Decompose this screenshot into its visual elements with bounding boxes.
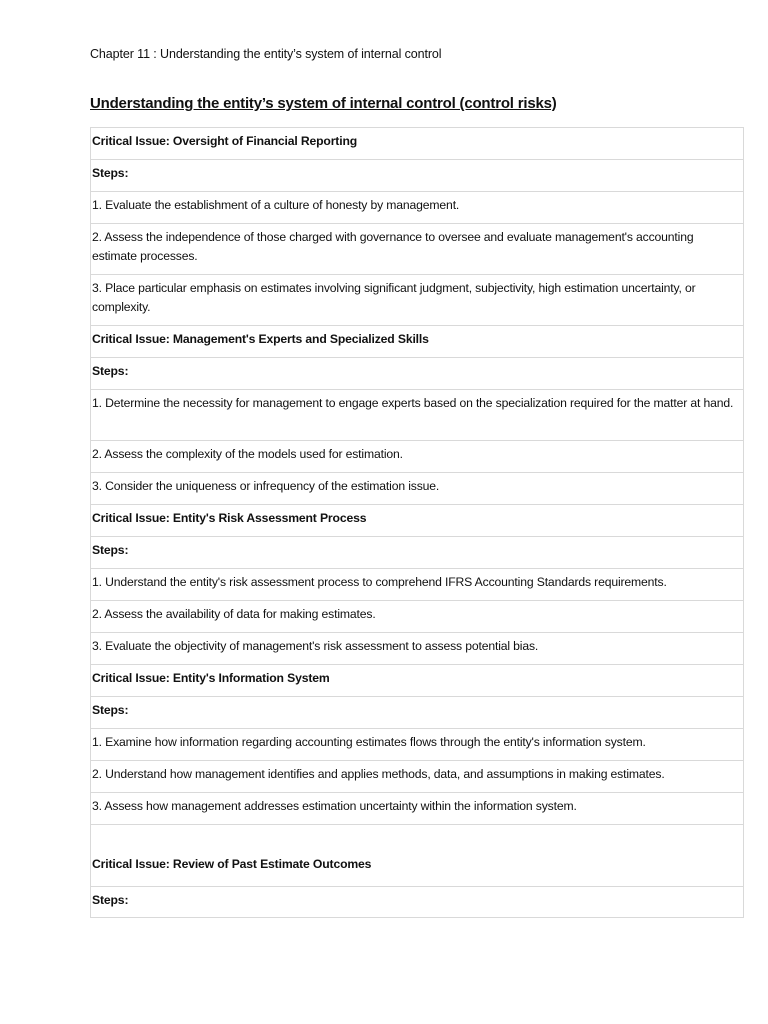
steps-label: Steps: xyxy=(91,160,743,192)
steps-label: Steps: xyxy=(91,697,743,729)
step-item: 2. Assess the complexity of the models used for estimation. xyxy=(91,441,743,473)
issue-heading: Critical Issue: Management's Experts and Specialized Skills xyxy=(91,326,743,358)
document-title: Understanding the entity’s system of internal control (control risks) xyxy=(90,95,557,112)
issue-heading: Critical Issue: Entity's Risk Assessment Process xyxy=(91,505,743,537)
step-item: 3. Evaluate the objectivity of management's risk assessment to assess potential bias. xyxy=(91,633,743,665)
issue-heading: Critical Issue: Review of Past Estimate Outcomes xyxy=(91,825,743,887)
steps-label: Steps: xyxy=(91,537,743,569)
critical-issues-table xyxy=(90,127,744,918)
issue-heading: Critical Issue: Oversight of Financial Reporting xyxy=(91,128,743,160)
step-item: 1. Understand the entity's risk assessment process to comprehend IFRS Accounting Standards requirements. xyxy=(91,569,743,601)
chapter-header: Chapter 11 : Understanding the entity’s system of internal control xyxy=(90,47,442,61)
step-item: 3. Assess how management addresses estimation uncertainty within the information system. xyxy=(91,793,743,825)
issue-heading: Critical Issue: Entity's Information System xyxy=(91,665,743,697)
step-item: 1. Determine the necessity for management to engage experts based on the specialization required for the matter at hand. xyxy=(91,390,743,441)
step-item: 3. Place particular emphasis on estimates involving significant judgment, subjectivity, high estimation uncertainty, or complexity. xyxy=(91,275,743,326)
step-item: 2. Assess the independence of those charged with governance to oversee and evaluate management's accounting estimate processes. xyxy=(91,224,743,275)
step-item: 1. Examine how information regarding accounting estimates flows through the entity's information system. xyxy=(91,729,743,761)
step-item: 2. Assess the availability of data for making estimates. xyxy=(91,601,743,633)
step-item: 1. Evaluate the establishment of a culture of honesty by management. xyxy=(91,192,743,224)
steps-label: Steps: xyxy=(91,358,743,390)
steps-label: Steps: xyxy=(91,887,743,918)
step-item: 3. Consider the uniqueness or infrequency of the estimation issue. xyxy=(91,473,743,505)
step-item: 2. Understand how management identifies and applies methods, data, and assumptions in making estimates. xyxy=(91,761,743,793)
